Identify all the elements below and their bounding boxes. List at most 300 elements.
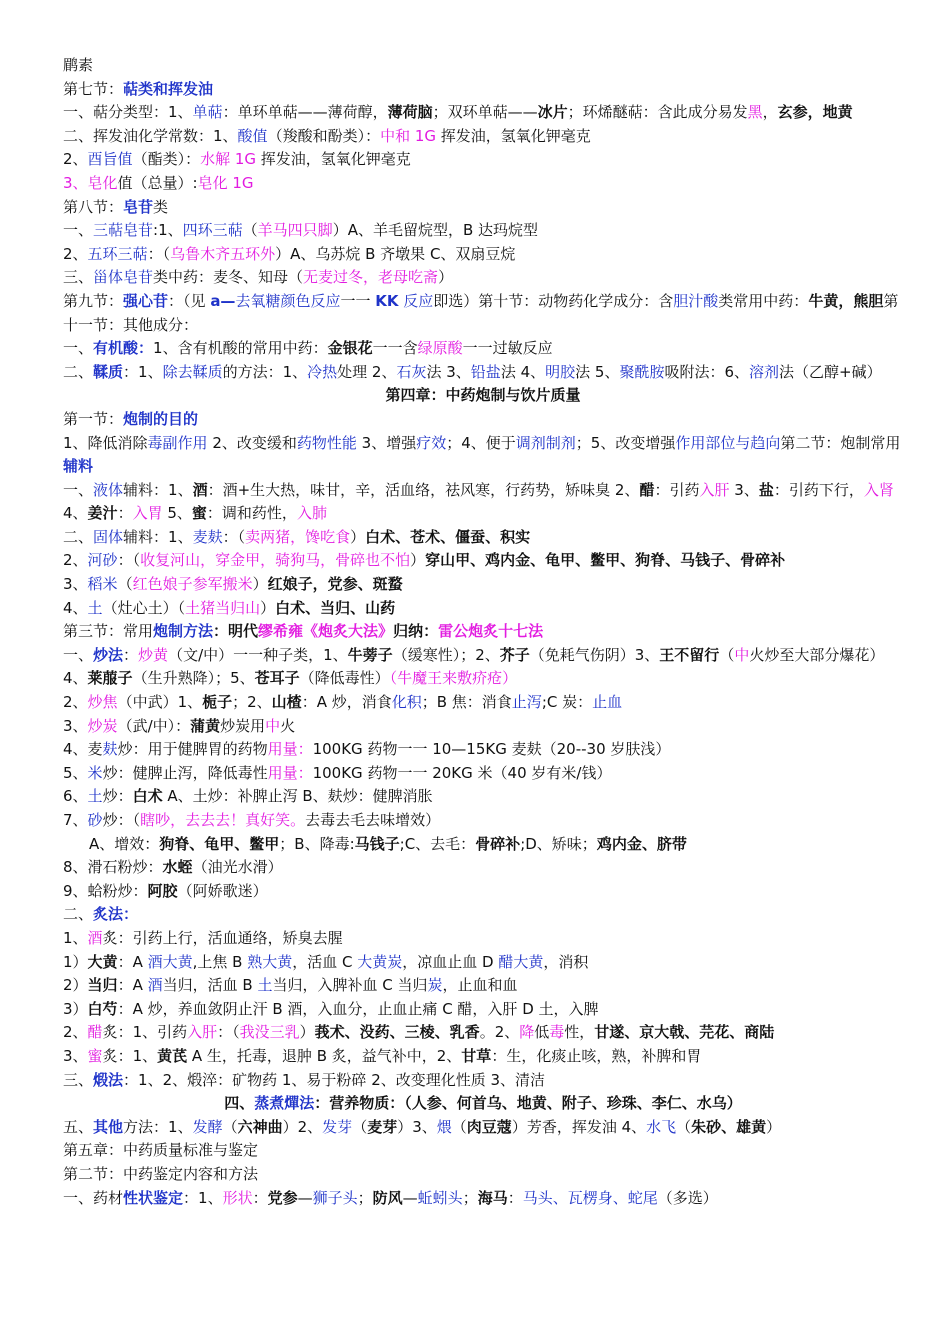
text-segment: 麦芽 [367,1117,398,1136]
text-segment: ， [762,103,778,122]
text-segment: 阿胶 [147,881,178,900]
text-segment: ：营养物质：（ [314,1094,412,1113]
text-segment: 酒 [87,928,103,947]
text-segment: 挥发油，氢氧化钾毫克 [436,126,591,145]
text-segment: 类中药：麦冬、知母（ [153,268,304,287]
text-segment: 。2、 [479,1023,520,1042]
text-segment: （缓寒性）；2、 [392,645,500,664]
text-segment: 3） [63,999,88,1018]
text-line [63,526,903,550]
text-segment: 马头、瓦楞身、蛇尾 [522,1188,658,1207]
text-segment: （ [242,221,258,240]
text-line [63,1139,903,1163]
text-segment: 二、 [63,362,94,381]
text-segment: 二、 [63,905,94,924]
text-segment: 吸附法：6、 [664,362,750,381]
text-segment: 火炒至大部分爆花）4、 [63,645,885,688]
text-segment: 当归 [87,976,118,995]
text-segment: 水解 1G [200,150,257,169]
text-segment: 醋 [639,480,655,499]
text-segment: 酒 [147,976,163,995]
text-segment: （ [676,1117,692,1136]
text-segment: 我没三乳 [239,1023,300,1042]
text-segment: 炙法： [93,905,139,924]
text-segment: 去氧糖颜色反应 [235,291,341,310]
text-segment: 金银花 [327,339,373,358]
text-segment: 炭 [427,976,443,995]
text-line [63,1187,903,1211]
text-segment: 煅法 [93,1070,124,1089]
text-segment: 第九节： [63,291,124,310]
text-segment: 法 5、 [575,362,620,381]
text-segment: 鸡内金、脐带 [596,834,687,853]
text-line [63,833,903,857]
text-segment: 冰片 [537,103,568,122]
text-segment: ；环烯醚萜：含此成分易发 [567,103,748,122]
text-segment: （武/中）： [117,716,191,735]
text-segment: 4、 [63,598,88,617]
text-segment: 固体 [93,527,124,546]
text-segment: ：（ [117,551,141,570]
text-segment: ）2、 [282,1117,323,1136]
text-segment: 卖两猪，馋吃食 [245,527,351,546]
text-line [63,738,903,762]
text-segment: 黑 [747,103,763,122]
text-segment: 疗效 [416,433,447,452]
text-segment: ：酒+生大热，味甘，辛，活血络，祛风寒，行药势，矫味臭 2、 [207,480,640,499]
text-line [63,951,903,975]
text-segment: 2） [63,976,88,995]
text-segment: 6、 [63,787,88,806]
text-segment: 5、 [63,763,88,782]
text-segment: ；B、降毒: [279,834,355,853]
text-line [63,148,903,172]
text-segment: 火 [280,716,296,735]
text-segment: 4、 [63,504,88,523]
text-segment: ,上焦 B [192,952,248,971]
text-segment: 六神曲 [237,1117,283,1136]
text-segment: ：生，化痰止咳，熟，补脾和胃 [491,1046,702,1065]
text-segment: 发酵 [192,1117,223,1136]
text-segment: 稻米 [87,575,118,594]
text-segment: 法 3、 [426,362,471,381]
text-segment: 3、增强 [356,433,417,452]
text-segment: 炒焦 [87,693,118,712]
text-segment: 归纳： [393,622,439,641]
text-segment: 蜜 [191,504,207,523]
text-line [63,762,903,786]
text-segment: ：1、2、煅淬：矿物药 1、易于粉碎 2、改变理化性质 3、清洁 [123,1070,546,1089]
text-line [63,1045,903,1069]
text-segment: 大黄 [87,952,118,971]
text-segment: 炒：用于健脾胃的药物 [117,740,268,759]
text-segment: 炒：（ [102,811,141,829]
text-segment: 胆汁酸 [673,291,719,310]
text-segment: 穿山甲、鸡内金、龟甲、鳖甲、狗脊、马钱子、骨碎补 [425,551,786,570]
text-segment: 缪希雍《炮炙大法》 [258,622,394,641]
text-segment: 去毒去毛去味增效） [305,811,441,829]
text-segment: ；5、改变增强 [575,433,676,452]
text-segment: 朱砂、雄黄 [691,1117,767,1136]
text-segment: 乌鲁木齐五环外 [170,244,276,263]
text-line [63,101,903,125]
chapter-heading [63,384,903,408]
text-segment: （ [719,645,735,664]
text-segment: 蜜 [87,1046,103,1065]
text-segment: ;C 炭： [541,693,593,712]
text-segment: 值（总量）: [117,173,198,192]
text-segment: 酉旨值 [87,150,133,169]
text-segment: 炮制的目的 [123,409,199,428]
text-segment: 牛黄，熊胆 [808,291,884,310]
text-segment: 法 4、 [500,362,546,381]
text-segment: 皂化 1G [197,173,254,192]
text-segment: ；双环单萜—— [432,103,538,122]
text-line [63,549,903,573]
text-segment: （生升熟降）；5、 [132,669,255,688]
text-segment: ）芳香，挥发油 4、 [511,1117,647,1136]
text-segment: 酸值 [237,126,268,145]
text-segment: ：（ [147,244,171,263]
text-segment: （阿娇歌迷） [177,881,268,900]
text-segment: 白芍 [87,999,118,1018]
text-segment: 第二节：中药鉴定内容和方法 [63,1164,259,1183]
text-segment: — [402,1188,418,1207]
text-segment: 酒 [192,480,208,499]
text-segment: 炙：1、引药 [102,1023,188,1042]
text-segment: 液体 [93,480,124,499]
text-segment: 2、 [63,150,88,169]
text-segment: 形状 [222,1188,253,1207]
text-segment: 无麦过冬，老母吃斋 [303,268,439,287]
text-segment: ；2、 [232,693,272,712]
text-segment: （牛魔王来敷疥疮） [389,669,518,688]
text-segment: 一、 [63,480,94,499]
text-segment: 五、 [63,1117,94,1136]
text-segment: 甾体皂苷 [93,268,154,287]
text-segment: ：调和药性， [206,504,297,523]
text-segment: 土猪当归山 [185,598,261,617]
text-segment: 炙：引药上行，活血通络，矫臭去腥 [102,928,343,947]
text-segment: ； [357,1188,373,1207]
text-segment: 鞣质 [93,362,124,381]
text-segment: 当归，入脾补血 C 当归 [272,976,428,995]
text-segment: 3、皂化 [63,173,118,192]
text-segment: 羊马四只脚 [257,221,333,240]
text-segment: 蒲黄 [190,716,221,735]
text-segment: 炮制方法 [153,622,214,641]
text-segment: ） [252,575,268,594]
text-line [63,903,903,927]
text-segment: 马钱子 [354,834,400,853]
text-line [63,1116,903,1140]
text-segment: 炒炭 [87,716,118,735]
text-segment: 鹛素 [63,56,94,74]
text-segment: ，消积 [543,952,589,971]
text-segment: 砂 [87,811,103,829]
text-segment: ） [766,1117,782,1136]
text-segment: 炙：1、 [102,1046,158,1065]
text-segment: 雷公炮炙十七法 [438,622,544,641]
text-segment: ：引药 [654,480,700,499]
text-segment: 黄芪 [157,1046,188,1065]
text-segment: ，活血 C [292,952,358,971]
text-segment: 的方法：1、 [222,362,308,381]
text-line [63,172,903,196]
text-segment: 皂苷 [123,197,154,216]
text-segment: ）A、乌苏烷 B 齐墩果 C、双扇豆烷 [275,244,516,263]
text-segment: 收复河山，穿金甲，骑狗马，骨碎也不怕 [140,551,411,570]
text-segment: 一、萜分类型：1、 [63,103,193,122]
text-line [63,785,903,809]
text-segment: 聚酰胺 [619,362,665,381]
text-segment: 二、 [63,527,94,546]
text-segment: 毒 [549,1023,565,1042]
text-segment: 性状鉴定 [123,1188,184,1207]
text-segment: 蒸煮燀法 [254,1094,315,1113]
text-segment: ：A 炒，养血敛阴止汗 B 酒，入血分，止血止痛 C 醋，入肝 D 土，入脾 [117,999,599,1018]
text-segment: 瞎吵，去去去！真好笑。 [140,811,306,829]
text-line [63,880,903,904]
text-segment: 人参、何首乌、地黄、附子、珍珠 [411,1094,637,1113]
text-segment: 蚯蚓头 [417,1188,463,1207]
text-segment: 化积 [391,693,422,712]
text-segment: 入肝 [699,480,730,499]
chapter-heading [63,1092,903,1116]
text-line [63,219,903,243]
text-line [63,125,903,149]
text-segment: 土 [87,598,103,617]
text-segment: （ [451,1117,467,1136]
text-segment: 芥子 [499,645,530,664]
text-segment: 1、降低消除 [63,433,148,452]
text-segment: 反应 [398,291,434,310]
text-segment: 明胶 [545,362,576,381]
text-segment: 第七节： [63,79,124,98]
text-segment: 第五章：中药质量标准与鉴定 [63,1141,259,1160]
text-segment: 挥发油，氢氧化钾毫克 [256,150,411,169]
text-segment: （羧酸和酚类）： [267,126,381,145]
text-segment: 第三节：常用 [63,622,154,641]
text-segment: ：（见 [168,291,211,310]
text-line [63,927,903,951]
text-segment: a— [210,291,236,310]
text-segment: 狗脊、龟甲、鳖甲 [159,834,280,853]
text-segment: 米 [87,763,103,782]
text-segment: 第一节： [63,409,124,428]
text-segment: 用量： [267,763,313,782]
text-segment: — [297,1188,313,1207]
text-segment: 炒法 [93,645,124,664]
text-segment: 辅料：1、 [123,480,193,499]
text-segment: 4、麦 [63,740,103,759]
text-segment: 一、 [63,645,94,664]
text-segment: 王不留行 [659,645,720,664]
text-segment: 用量： [267,740,313,759]
text-line [63,644,903,691]
text-segment: 发芽 [322,1117,353,1136]
text-segment: 3、 [63,1046,88,1065]
text-segment: 强心苷 [123,291,169,310]
text-segment: 单萜 [192,103,223,122]
text-segment: 铅盐 [470,362,501,381]
text-segment: （ [222,1117,238,1136]
text-segment: 薄荷脑 [387,103,433,122]
text-segment: 石灰 [396,362,427,381]
text-segment: 当归，活血 B [162,976,258,995]
text-segment: 海马 [477,1188,508,1207]
text-segment: ;D、矫味； [520,834,597,853]
text-segment: ：（ [217,1023,240,1042]
text-segment: ：A [117,976,148,995]
text-segment: 止血 [592,693,623,712]
text-segment: 四环三萜 [182,221,243,240]
text-segment: 1、含有机酸的常用中药： [153,339,328,358]
text-segment: 中 [265,716,281,735]
text-segment: 1、 [63,928,88,947]
text-segment: 第八节： [63,197,124,216]
text-segment: （ [352,1117,368,1136]
text-segment: 低 [534,1023,550,1042]
text-segment: ：引药下行， [773,480,864,499]
text-segment: ：1、 [123,362,163,381]
text-segment: 土 [257,976,273,995]
text-segment: 2、 [63,551,88,570]
text-segment: 五环三萜 [87,244,148,263]
text-segment: 骨碎补 [475,834,521,853]
text-segment: 作用部位与趋向 [675,433,781,452]
text-segment: ，止血和血 [442,976,518,995]
text-segment: ： [507,1188,523,1207]
text-segment: 二、挥发油化学常数：1、 [63,126,238,145]
text-line [63,597,903,621]
text-segment: 降 [519,1023,535,1042]
text-line [63,479,903,526]
text-segment: 姜汁 [87,504,118,523]
text-segment: （ [117,575,133,594]
text-segment: 红色娘子参军搬米 [132,575,253,594]
text-segment: ： [117,504,133,523]
text-segment: 栀子 [202,693,233,712]
text-segment: 四、 [224,1094,255,1113]
text-segment: ：A 炒，消食 [301,693,392,712]
text-line [63,361,903,385]
text-segment: 酒大黄 [147,952,193,971]
text-line [63,432,903,479]
text-segment: ） [438,268,454,287]
text-segment: 一、 [63,221,94,240]
text-segment: 山楂 [271,693,302,712]
text-segment: 法（乙醇+碱） [779,362,882,381]
text-segment: A、增效： [89,834,160,853]
text-segment: 3、 [729,480,759,499]
text-segment: 毒副作用 [147,433,208,452]
text-line [63,1069,903,1093]
text-segment: 入肾 [863,480,894,499]
text-segment: :1、 [153,221,183,240]
text-line [63,54,903,78]
text-segment: 醋 [87,1023,103,1042]
text-segment: 2、 [63,693,88,712]
text-segment: ，凉血止血 D [402,952,499,971]
text-segment: 醋大黄 [498,952,544,971]
text-segment: 莱菔子 [87,669,133,688]
text-segment: 麦麸 [192,527,223,546]
text-segment: 红娘子，党参、斑蝥 [267,575,403,594]
text-segment: 止泻 [511,693,542,712]
text-line [63,243,903,267]
text-segment: KK [375,291,399,310]
text-segment: ） [299,1023,315,1042]
text-segment: 盐 [758,480,774,499]
text-segment: 100KG 药物一一 20KG 米（40 岁有米/钱） [312,763,612,782]
text-segment: ：明代 [213,622,259,641]
text-segment: 2、 [63,244,88,263]
text-segment: ；4、便于 [446,433,516,452]
text-segment: 100KG 药物一一 10—15KG 麦麸（20--30 岁肤浅） [312,740,671,759]
text-line [63,266,903,290]
text-segment: ： [123,645,139,664]
text-segment: ； [462,1188,478,1207]
text-segment: 三萜皂苷 [93,221,154,240]
text-segment: 第四章：中药炮制与饮片质量 [385,386,581,405]
text-segment: 炒黄 [138,645,169,664]
text-segment: 辅料：1、 [123,527,193,546]
text-segment: ） [260,598,276,617]
text-line [63,1163,903,1187]
text-segment: 其他 [93,1117,124,1136]
text-segment: 狮子头 [312,1188,358,1207]
text-line [63,408,903,432]
text-segment: （酯类）： [132,150,201,169]
text-line [63,691,903,715]
text-segment: 三、 [63,268,94,287]
text-segment: 炒：健脾止泻，降低毒性 [102,763,268,782]
text-segment: ： [252,1188,268,1207]
text-segment: 1） [63,952,88,971]
text-segment: 方法：1、 [123,1117,193,1136]
text-segment: 入肝 [187,1023,218,1042]
text-segment: 第二节：炮制常用 [780,433,901,452]
text-line [63,715,903,739]
text-segment: 白术 [132,787,163,806]
text-segment: 一、药材 [63,1188,124,1207]
text-segment: 白术、苍术、僵蚕、积实 [365,527,531,546]
text-segment: （免耗气伤阴）3、 [529,645,660,664]
text-segment: 3、 [63,575,88,594]
text-segment: 2、 [63,1023,88,1042]
text-segment: 、李仁、水乌） [636,1094,742,1113]
text-segment: 甘遂、京大戟、芫花、商陆 [594,1023,775,1042]
text-segment: ;C、去毛： [399,834,476,853]
text-line [63,78,903,102]
text-segment: 即选）第十节：动物药化学成分：含 [433,291,674,310]
document-page [63,54,903,1210]
text-line [63,620,903,644]
text-segment: 入胃 [132,504,163,523]
text-segment: （多选） [657,1188,718,1207]
text-segment: （降低毒性） [299,669,390,688]
text-segment: ；B 焦：消食 [421,693,512,712]
text-segment: （文/中）一一种子类，1、 [168,645,348,664]
text-segment: 三、 [63,1070,94,1089]
text-segment: 河砂 [87,551,118,570]
text-segment: ：单环单萜——薄荷醇， [222,103,388,122]
text-segment: 5、 [162,504,192,523]
text-segment: （中武）1、 [117,693,203,712]
text-segment: ） [350,527,366,546]
text-segment: ）A、羊毛留烷型，B 达玛烷型 [332,221,539,240]
